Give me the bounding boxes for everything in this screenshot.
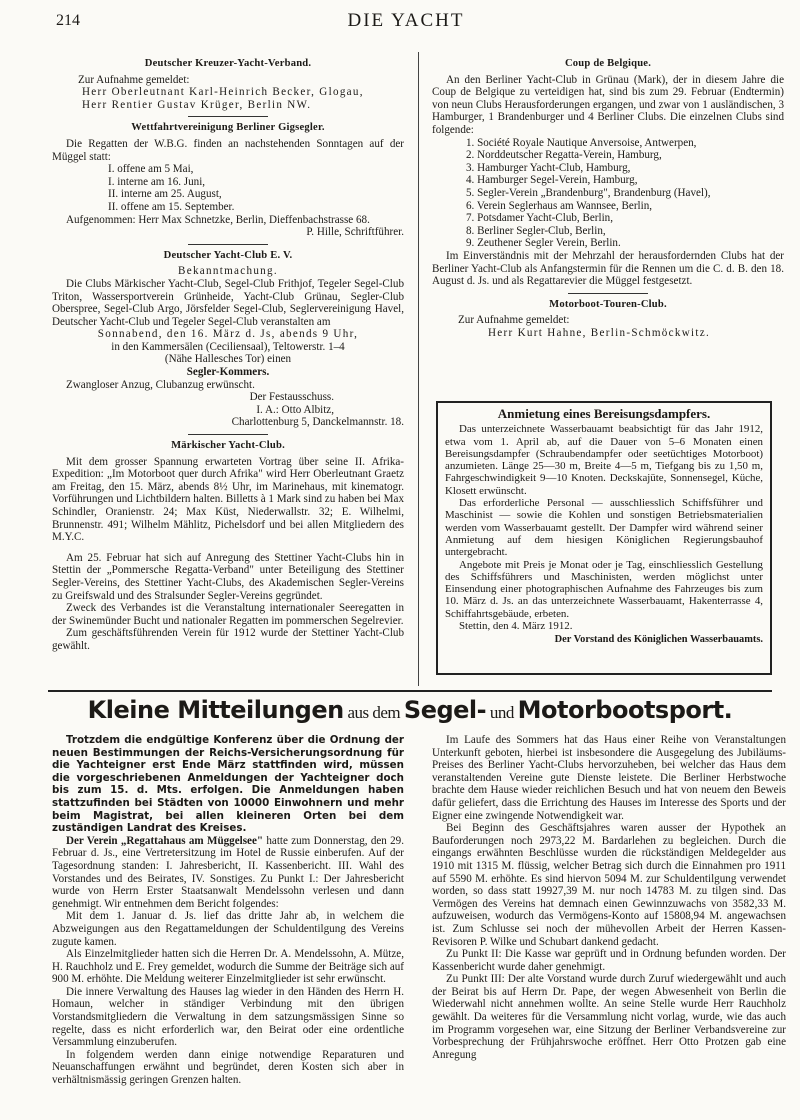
paragraph: Zwangloser Anzug, Clubanzug erwünscht. (66, 378, 255, 391)
right-column (432, 56, 784, 343)
banner-part: und (486, 703, 518, 722)
paragraph: (Nähe Hallesches Tor) einen (164, 353, 292, 366)
club-list (432, 137, 784, 250)
myc-section (52, 440, 404, 653)
section-rule (188, 434, 268, 435)
list-item: II. offene am 15. September. (108, 200, 235, 213)
banner-part: aus dem (343, 703, 404, 722)
paragraph (52, 835, 404, 911)
subheading: Bekanntmachung. (178, 265, 278, 278)
bottom-right-column (432, 734, 786, 1061)
signature: I. A.: Otto Albitz, (256, 403, 334, 416)
lead-paragraph: Trotzdem die endgültige Konferenz über die Ordnung der neuen Bestimmungen der Reichs-Versicherungsordnung für die Yachteigner erst Ende März stattfinden wird, müssen die vorgeschriebenen Anmeldungen der Yachteigner doch bis zum 15. d. Mts. erfolgen. Die Anmeldungen haben stattzufinden bei Städten von 10000 Einwohnern und mehr beim Magistrat, bei allen kleineren Orten bei dem zuständigen Landrat des Kreises. (52, 734, 404, 835)
event-title: Segler-Kommers. (186, 366, 270, 379)
paragraph: Zum geschäftsführenden Verein für 1912 wurde der Stettiner Yacht-Club gewählt. (52, 627, 404, 652)
paragraph: Als Einzelmitglieder hatten sich die Herren Dr. A. Mendelssohn, A. Mütze, H. Rauchholz und E. Frey gemeldet, wodurch die Summe der Beiträge sich auf 900 M. erhöhte. Die Meldung weiterer Einzelmitglieder ist sehr erwünscht. (52, 948, 404, 986)
kreuzer-section (52, 58, 404, 111)
paragraph: Die Clubs Märkischer Yacht-Club, Segel-Club Frithjof, Tegeler Segel-Club Triton, Wassersportverein Grünheide, Yacht-Club Grünau, Segler-Club Oberspree, Segel-Club Argo, Jörsfelder Segel-Club, Seglervereinigung Havel, Deutscher Yacht-Club und Tegeler Segel-Club veranstalten am (52, 277, 404, 328)
list-item: 1. Société Royale Nautique Anversoise, Antwerpen, (466, 136, 697, 149)
coupe-section (432, 58, 784, 288)
list-item: 8. Berliner Segler-Club, Berlin, (466, 224, 606, 237)
paragraph: Zu Punkt III: Der alte Vorstand wurde durch Zuruf wiedergewählt und auch der Beirat bis auf Herrn Dr. Pape, der wegen Abwesenheit von Berlin die Wiederwahl nicht annehmen wollte. An seine Stelle wurde Herr Rauchholz gewählt. Da weiteres für die Versammlung nicht vorlag, wurde, wie das auch im Programm vorgesehen war, eine Sitzung der Berliner Verbandsvereine zur Vorbesprechung der Frühjahrswoche eröffnet. Herr Otto Protzen gab eine Anregung (432, 973, 786, 1061)
signature: Charlottenburg 5, Danckelmannstr. 18. (231, 416, 404, 429)
section-heading: Coup de Belgique. (564, 58, 652, 69)
list-item: 7. Potsdamer Yacht-Club, Berlin, (466, 212, 613, 225)
paragraph: Das erforderliche Personal — ausschliesslich Schiffsführer und Maschinist — sowie die Kohlen und sonstigen Betriebsmaterialien werden vom Wasserbauamt gestellt. Der Dampfer wird während seiner Anmietung auf dem hiesigen Königlichen Regierungsbauhof untergebracht. (445, 497, 763, 559)
paragraph: Mit dem grosser Spannung erwarteten Vortrag über seine II. Afrika-Expedition: „Im Motorboot quer durch Afrika" wird Herr Oberleutnant Graetz am Freitag, den 15. März, abends 8½ Uhr, im Marinehaus, mit kinematogr. Vorführungen und Lichtbildern halten. Billetts à 1 Mark sind zu haben bei Max Schindler, Oranienstr. 24; Max Küst, Niederwallstr. 32; E. Wilhelmi, Brunnenstr. 491; Wilhelm Mählitz, Pichelsdorf und bei allen Mitgliedern des M.Y.C. (52, 455, 404, 544)
list-item: I. offene am 5 Mai, (108, 163, 194, 176)
paragraph: Zur Aufnahme gemeldet: (78, 73, 190, 86)
paragraph: Bei Beginn des Geschäftsjahres waren ausser der Hypothek an Bauforderungen noch 2973,22 M. Bardarlehen zu begleichen. Durch die eingangs erwähnten Beschlüsse wurden die rückständigen Meldegelder aus 1910 mit 1315 M. flüssig, welcher Betrag sich durch die Einnahmen pro 1911 auf 5590 M. erhöhte. Es sind hiervon 5094 M. zur Schuldentilgung verwendet worden, so dass statt 19927,39 M. nur noch 14783 M. zu tilgen sind. Das Vermögen des Vereins hat demnach einen Gewinnzuwachs von 3582,33 M. aufzuweisen, wodurch das Vermögens-Konto auf 15808,94 M. angewachsen ist. Zum Schlusse sei noch der mühevollen Arbeit der Herren Kassen-Revisoren P. Wilke und Schubart dankend gedacht. (432, 822, 786, 948)
section-heading: Wettfahrtvereinigung Berliner Gigsegler. (131, 122, 325, 134)
section-rule (568, 293, 648, 294)
notice-title: Anmietung eines Bereisungsdampfers. (497, 406, 711, 421)
club-name: Der Verein „Regattahaus am Müggelsee" (66, 834, 264, 847)
list-item: II. interne am 25. August, (108, 188, 222, 201)
list-item: 4. Hamburger Segel-Verein, Hamburg, (466, 174, 638, 187)
column-divider (418, 52, 419, 686)
section-heading: Deutscher Kreuzer-Yacht-Verband. (144, 58, 312, 69)
paragraph: An den Berliner Yacht-Club in Grünau (Mark), der in diesem Jahre die Coup de Belgique zu verteidigen hat, sind bis zum 29. Februar (Endtermin) von neun Clubs Herausforderungen ergangen, und zwar von 1 ausländischen, 3 Hamburger, 1 Brandenburger und 4 Berliner Clubs. Die einzelnen Clubs sind folgende: (432, 73, 784, 136)
list-item: 3. Hamburger Yacht-Club, Hamburg, (466, 161, 631, 174)
paragraph: in den Kammersälen (Ceciliensaal), Teltowerstr. 1–4 (111, 340, 345, 353)
left-column (52, 56, 404, 657)
page-number: 214 (56, 12, 80, 29)
section-rule (188, 244, 268, 245)
paragraph: Herr Kurt Hahne, Berlin-Schmöckwitz. (488, 326, 711, 339)
paragraph: Sonnabend, den 16. März d. Js, abends 9 Uhr, (97, 328, 359, 341)
section-heading: Deutscher Yacht-Club E. V. (163, 249, 293, 261)
paragraph: Stettin, den 4. März 1912. (459, 620, 573, 633)
signature: Der Festausschuss. (249, 391, 334, 404)
paragraph: Die innere Verwaltung des Hauses lag wieder in den Händen des Herrn H. Homaun, welcher in ständiger Verbindung mit den übrigen Vorstandsmitgliedern die Verwaltung in dem satzungsmässigen Sinne so regelte, dass es nicht erforderlich war, den Beirat oder eine ordentliche Versammlung einzuberufen. (52, 985, 404, 1049)
paragraph: Die Regatten der W.B.G. finden an nachstehenden Sonntagen auf der Müggel statt: (52, 137, 404, 163)
paragraph-text: hatte zum Donnerstag, den 29. Februar d. Js., eine Vertretersitzung im Hotel de Russie einberufen. Auf der Tagesordnung standen: I. Jahresbericht, II. Kassenbericht. III. Wahl des Vorstandes und des Beirates, IV. Sonstiges. Zu Punkt I.: Der Jahresbericht wurde von Herrn Erster Staatsanwalt Mendelssohn verlesen und dann genehmigt. Wir entnehmen dem Bericht folgendes: (52, 834, 405, 910)
running-title: DIE YACHT (347, 10, 465, 31)
paragraph: Am 25. Februar hat sich auf Anregung des Stettiner Yacht-Clubs hin in Stettin der „Pommersche Regatta-Verband" unter Beteiligung des Stettiner Segler-Vereins, des Stettiner Yacht-Clubs, des Akademischen Segler-Vereins zu Greifswald und des Stralsunder Segler-Vereins gegründet. (52, 551, 404, 602)
paragraph: Aufgenommen: Herr Max Schnetzke, Berlin, Dieffenbachstrasse 68. (66, 213, 370, 226)
banner-part: Motorbootsport. (517, 696, 733, 724)
paragraph: In folgendem werden dann einige notwendige Reparaturen und Neuanschaffungen erwähnt und begründet, deren Kosten sich aber in verhältnismässig geringen Grenzen halten. (52, 1048, 404, 1087)
paragraph: Zweck des Verbandes ist die Veranstaltung internationaler Seeregatten in der Swinemünder Bucht und nationaler Regatten im pommerschen Segelrevier. (52, 602, 404, 627)
section-banner (48, 696, 772, 730)
banner-part: Segel- (403, 696, 487, 724)
dyc-section (52, 250, 404, 429)
wettfahrt-section (52, 122, 404, 238)
section-heading: Märkischer Yacht-Club. (171, 440, 285, 452)
list-item: 2. Norddeutscher Regatta-Verein, Hamburg, (466, 149, 662, 162)
list-item: 9. Zeuthener Segler Verein, Berlin. (466, 237, 621, 250)
notice-box (436, 401, 772, 675)
section-heading: Motorboot-Touren-Club. (549, 298, 667, 310)
notice-signature: Der Vorstand des Königlichen Wasserbauamts. (554, 634, 763, 646)
paragraph: Das unterzeichnete Wasserbauamt beabsichtigt für das Jahr 1912, etwa vom 1. April ab, auf die Dauer von 5–6 Monaten einen Bereisungsdampfer (Schraubendampfer oder seetüchtiges Motorboot) anzumieten. Länge 25—30 m, Breite 4—5 m, Tiefgang bis zu 1,50 m, Fahrgeschwindigkeit 9—10 Knoten. Deckskajüte, Sonnensegel, Küche, Klosett erwünscht. (445, 423, 763, 497)
section-rule (188, 116, 268, 117)
page-header (48, 8, 764, 32)
paragraph: Angebote mit Preis je Monat oder je Tag, einschliesslich Gestellung des Schiffsführers und Maschinisten, werden möglichst unter Einsendung einer photographischen Aufnahme des Fahrzeuges bis zum 10. März d. Js. an das unterzeichnete Wasserbauamt, Hakenterrasse 4, Schiffahrtsgebäude, erbeten. (445, 558, 763, 620)
motorboot-section (432, 299, 784, 340)
paragraph: Im Einverständnis mit der Mehrzahl der herausfordernden Clubs hat der Berliner Yacht-Club als Anfangstermin für die Rennen um die C. d. B. den 18. August d. Js. und als Regattarevier die Müggel festgesetzt. (432, 249, 784, 288)
signature: P. Hille, Schriftführer. (306, 226, 404, 239)
banner-part: Kleine Mitteilungen (87, 696, 344, 724)
paragraph: Herr Oberleutnant Karl-Heinrich Becker, Glogau, (82, 86, 364, 99)
list-item: 6. Verein Seglerhaus am Wannsee, Berlin, (466, 199, 653, 212)
paragraph: Zur Aufnahme gemeldet: (458, 314, 570, 327)
bottom-left-column (52, 734, 404, 1087)
paragraph: Im Laufe des Sommers hat das Haus einer Reihe von Veranstaltungen Unterkunft geboten, hierbei ist insbesondere die Ausgegelung des Jubiläums-Preises des Berliner Yacht-Clubs hervorzuheben, bei welcher das Haus dem veranstaltenden Vereine gute Dienste leistete. Die Berliner Herbstwoche brachte dem Hause wieder reichlichen Besuch und hat von neuem den Beweis dafür geliefert, dass die Errichtung des Hauses im Interesse des Sports und der Eigner eine zwingende Notwendigkeit war. (432, 734, 786, 822)
list-item: I. interne am 16. Juni, (108, 175, 206, 188)
section-divider (48, 690, 772, 692)
list-item: 5. Segler-Verein „Brandenburg", Brandenburg (Havel), (466, 186, 711, 199)
paragraph: Zu Punkt II: Die Kasse war geprüft und in Ordnung befunden worden. Der Kassenbericht wurde daher genehmigt. (432, 948, 786, 973)
paragraph: Herr Rentier Gustav Krüger, Berlin NW. (82, 98, 312, 111)
paragraph: Mit dem 1. Januar d. Js. lief das dritte Jahr ab, in welchem die Abzweigungen aus den Regattameldungen der Schuldentilgung des Vereins zugute kamen. (52, 910, 404, 948)
